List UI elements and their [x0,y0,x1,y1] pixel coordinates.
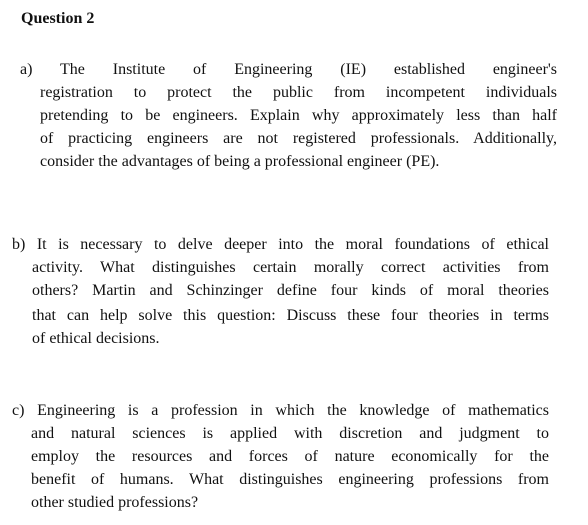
question-b-line-5: of ethical decisions. [32,330,160,347]
question-a-line-3: pretending to be engineers. Explain why approximately less than half [40,107,557,124]
question-b-marker: b) [12,236,26,253]
question-a-line-1 [20,58,557,81]
question-a-line-4: of practicing engineers are not registered professionals. Additionally, [40,130,557,147]
question-a-marker: a) [20,61,33,78]
question-a-text-1: The Institute of Engineering (IE) established engineer's [60,61,558,78]
question-a-line-2: registration to protect the public from incompetent individuals [40,84,557,101]
question-c-line-3: employ the resources and forces of nature economically for the [31,448,549,465]
question-c-line-4: benefit of humans. What distinguishes engineering professions from [31,471,549,488]
question-b-line-4: that can help solve this question: Discuss these four theories in terms [32,307,549,324]
question-a-line-5: consider the advantages of being a professional engineer (PE). [40,153,440,170]
question-c-line-2: and natural sciences is applied with discretion and judgment to [31,425,549,442]
question-c-marker: c) [12,402,25,419]
question-b-line-2: activity. What distinguishes certain morally correct activities from [32,259,549,276]
question-c-line-1 [12,399,549,422]
question-title: Question 2 [21,10,95,27]
question-b-line-1 [12,233,549,256]
question-c-line-5: other studied professions? [31,494,199,511]
question-part-c [12,399,549,514]
question-b-text-1: It is necessary to delve deeper into the moral foundations of ethical [36,236,550,253]
question-part-b [12,233,549,350]
question-c-text-1: Engineering is a profession in which the knowledge of mathematics [37,402,550,419]
question-part-a [20,58,557,173]
question-b-line-3: others? Martin and Schinzinger define four kinds of moral theories [32,282,549,299]
